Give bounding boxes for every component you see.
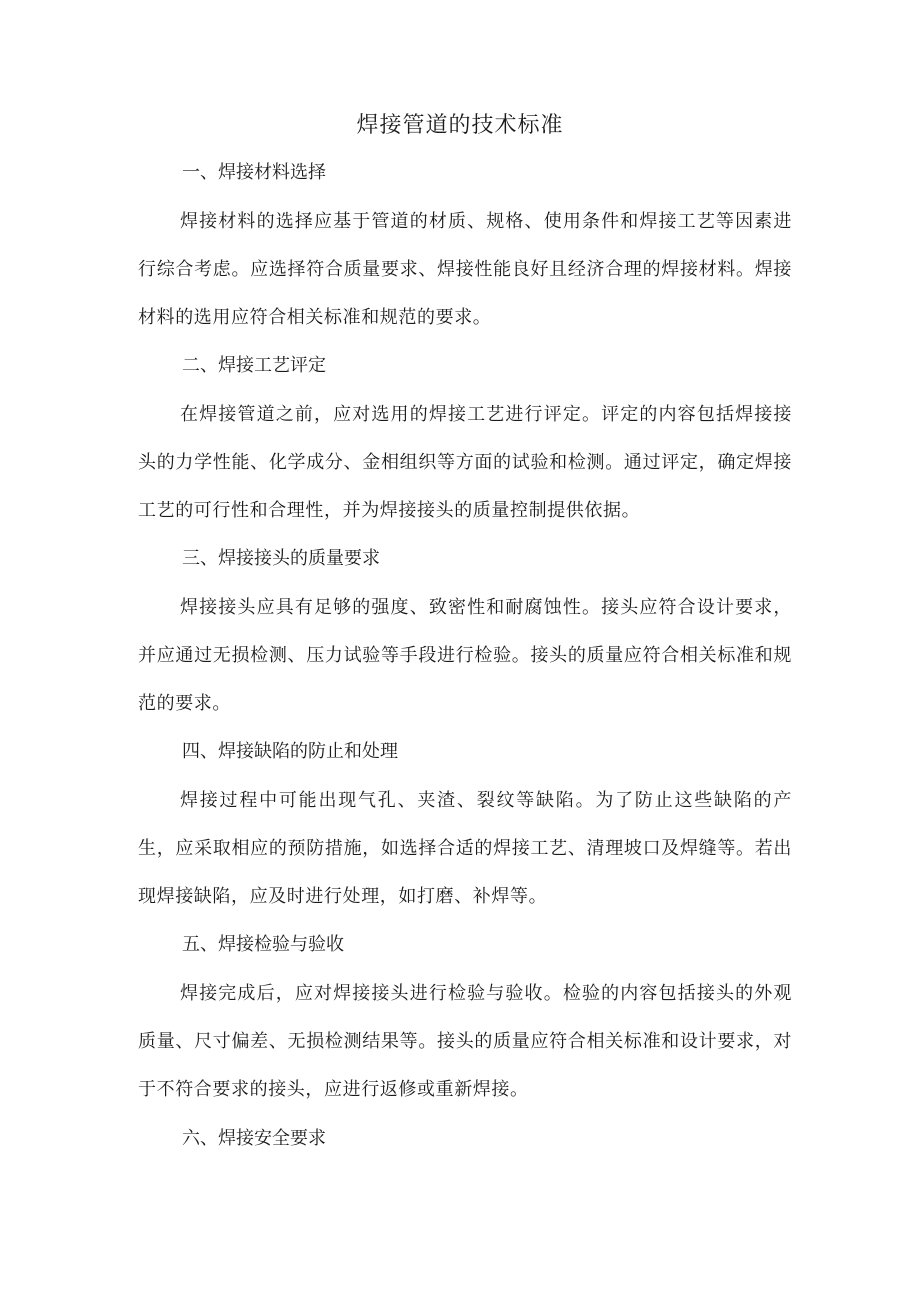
section-body-1: 焊接材料的选择应基于管道的材质、规格、使用条件和焊接工艺等因素进行综合考虑。应选择符合质量要求、焊接性能良好且经济合理的焊接材料。焊接材料的选用应符合相关标准和规范的要求。 — [138, 211, 792, 328]
document-title: 焊接管道的技术标准 — [356, 113, 564, 138]
section-body-5: 焊接完成后，应对焊接接头进行检验与验收。检验的内容包括接头的外观质量、尺寸偏差、无损检测结果等。接头的质量应符合相关标准和设计要求，对于不符合要求的接头，应进行返修或重新焊接。 — [138, 983, 792, 1100]
section-body-2: 在焊接管道之前，应对选用的焊接工艺进行评定。评定的内容包括焊接接头的力学性能、化学成分、金相组织等方面的试验和检测。通过评定，确定焊接工艺的可行性和合理性，并为焊接接头的质量控制提供依据。 — [138, 404, 792, 521]
section-heading-3: 三、焊接接头的质量要求 — [182, 548, 380, 569]
section-heading-6: 六、焊接安全要求 — [182, 1128, 326, 1149]
section-heading-5: 五、焊接检验与验收 — [182, 934, 344, 955]
section-body-3: 焊接接头应具有足够的强度、致密性和耐腐蚀性。接头应符合设计要求，并应通过无损检测、压力试验等手段进行检验。接头的质量应符合相关标准和规范的要求。 — [138, 597, 792, 714]
section-heading-1: 一、焊接材料选择 — [182, 162, 326, 183]
section-heading-2: 二、焊接工艺评定 — [182, 355, 326, 376]
section-body-4: 焊接过程中可能出现气孔、夹渣、裂纹等缺陷。为了防止这些缺陷的产生，应采取相应的预防措施，如选择合适的焊接工艺、清理坡口及焊缝等。若出现焊接缺陷，应及时进行处理，如打磨、补焊等。 — [138, 790, 792, 907]
section-heading-4: 四、焊接缺陷的防止和处理 — [182, 741, 398, 762]
